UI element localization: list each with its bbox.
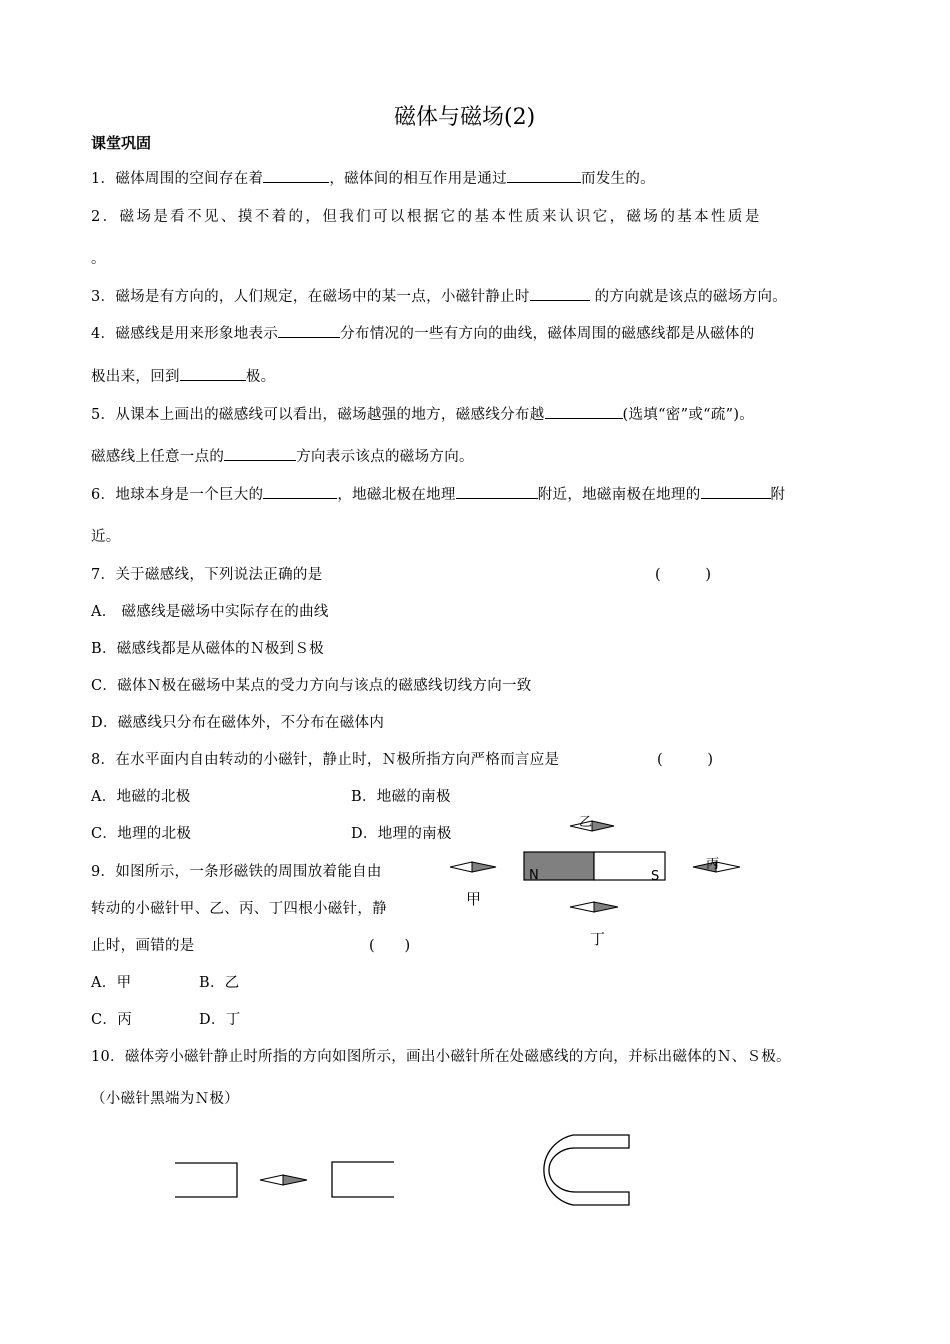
q1-blank-2[interactable] (507, 168, 581, 183)
compass-jia (450, 862, 496, 872)
q6-blank-2[interactable] (456, 484, 538, 499)
q3-text-a: 3．磁场是有方向的，人们规定，在磁场中的某一点，小磁针静止时 (91, 289, 530, 305)
q4-text-a: 4．磁感线是用来形象地表示 (91, 326, 279, 342)
q1-text-a: 1．磁体周围的空间存在着 (91, 171, 264, 187)
question-6 (91, 483, 785, 504)
q4-text-b: 分布情况的一些有方向的曲线，磁体周围的磁感线都是从磁体的 (340, 326, 755, 342)
q6-text-b: ，地磁北极在地理 (337, 487, 456, 503)
q7-option-b: B．磁感线都是从磁体的Ｎ极到Ｓ极 (91, 641, 324, 657)
question-8: 8．在水平面内自由转动的小磁针，静止时，Ｎ极所指方向严格而言应是 (91, 752, 560, 768)
q9-option-c: C．丙 (91, 1012, 132, 1028)
u-magnet (544, 1135, 629, 1205)
q5-blank-1[interactable] (545, 404, 623, 419)
q2-end: 。 (91, 251, 106, 267)
q6-blank-3[interactable] (701, 484, 771, 499)
question-4 (91, 322, 755, 343)
q8-option-c: C．地理的北极 (91, 826, 192, 842)
section-heading: 课堂巩固 (91, 134, 152, 152)
compass-jia-label: 甲 (466, 890, 482, 908)
compass-yi-label: 乙 (579, 815, 593, 830)
q6-text-c: 附近，地磁南极在地理的 (537, 487, 701, 503)
q3-blank[interactable] (530, 286, 590, 301)
compass-bing-label: 丙 (706, 857, 720, 872)
q4-blank-2[interactable] (180, 366, 246, 381)
q8-option-a: A．地磁的北极 (91, 789, 191, 805)
q5-blank-2[interactable] (224, 446, 296, 461)
q1-blank-1[interactable] (263, 168, 329, 183)
q1-text-c: 而发生的。 (580, 171, 655, 187)
u-magnet-figure (525, 1125, 645, 1215)
question-4-cont (91, 365, 275, 386)
question-7: 7．关于磁感线，下列说法正确的是 (91, 567, 323, 583)
q7-option-d: D．磁感线只分布在磁体外，不分布在磁体内 (91, 715, 385, 731)
q5-text-c: 磁感线上任意一点的 (91, 449, 225, 465)
question-9-line-3: 止时，画错的是 (91, 938, 195, 954)
compass-ding (570, 902, 618, 912)
q5-text-d: 方向表示该点的磁场方向。 (296, 449, 474, 465)
q9-option-d: D．丁 (199, 1012, 241, 1028)
question-9-line-1: 9．如图所示，一条形磁铁的周围放着能自由 (91, 864, 382, 880)
question-5-cont (91, 445, 474, 466)
q7-answer-paren[interactable]: ( ) (655, 567, 712, 583)
magnet-n-label: N (529, 868, 539, 883)
q8-answer-paren[interactable]: ( ) (657, 752, 714, 768)
question-1 (91, 167, 655, 188)
q4-text-d: 极。 (245, 369, 276, 385)
q4-text-c: 极出来，回到 (91, 369, 180, 385)
question-2: 2．磁场是看不见、摸不着的，但我们可以根据它的基本性质来认识它，磁场的基本性质是 (91, 209, 762, 225)
q6-text-d: 附 (770, 487, 786, 503)
compass-ding-label: 丁 (590, 930, 606, 948)
q3-text-b: 的方向就是该点的磁场方向。 (589, 289, 788, 305)
q8-option-d: D．地理的南极 (351, 826, 452, 842)
q6-text-a: 6．地球本身是一个巨大的 (91, 487, 264, 503)
question-6-cont: 近。 (91, 529, 121, 545)
question-9-line-2: 转动的小磁针甲、乙、丙、丁四根小磁针，静 (91, 901, 387, 917)
question-10: 10．磁体旁小磁针静止时所指的方向如图所示，画出小磁针所在处磁感线的方向，并标出磁体的Ｎ、Ｓ极。 (91, 1049, 791, 1065)
q6-blank-1[interactable] (263, 484, 337, 499)
q9-option-b: B．乙 (199, 975, 240, 991)
q9-option-a: A．甲 (91, 975, 132, 991)
left-magnet-end (175, 1163, 237, 1197)
q5-text-b: (选填“密”或“疏”)。 (622, 407, 755, 423)
q8-option-b: B．地磁的南极 (351, 789, 451, 805)
magnet-s-label: S (651, 869, 660, 884)
question-3 (91, 285, 787, 306)
compass-q10 (260, 1175, 307, 1185)
right-magnet-end (332, 1162, 394, 1197)
q7-option-a: A． 磁感线是磁场中实际存在的曲线 (91, 604, 329, 620)
q9-answer-paren[interactable]: ( ) (369, 938, 411, 954)
q7-option-c: C．磁体Ｎ极在磁场中某点的受力方向与该点的磁感线切线方向一致 (91, 678, 532, 694)
q5-text-a: 5．从课本上画出的磁感线可以看出，磁场越强的地方，磁感线分布越 (91, 407, 545, 423)
q4-blank-1[interactable] (278, 323, 340, 338)
page-title: 磁体与磁场(2) (394, 105, 536, 130)
q1-text-b: ，磁体间的相互作用是通过 (329, 171, 507, 187)
two-magnets-figure (160, 1150, 410, 1210)
question-5 (91, 403, 754, 424)
question-10-note: （小磁针黑端为Ｎ极） (91, 1091, 239, 1107)
